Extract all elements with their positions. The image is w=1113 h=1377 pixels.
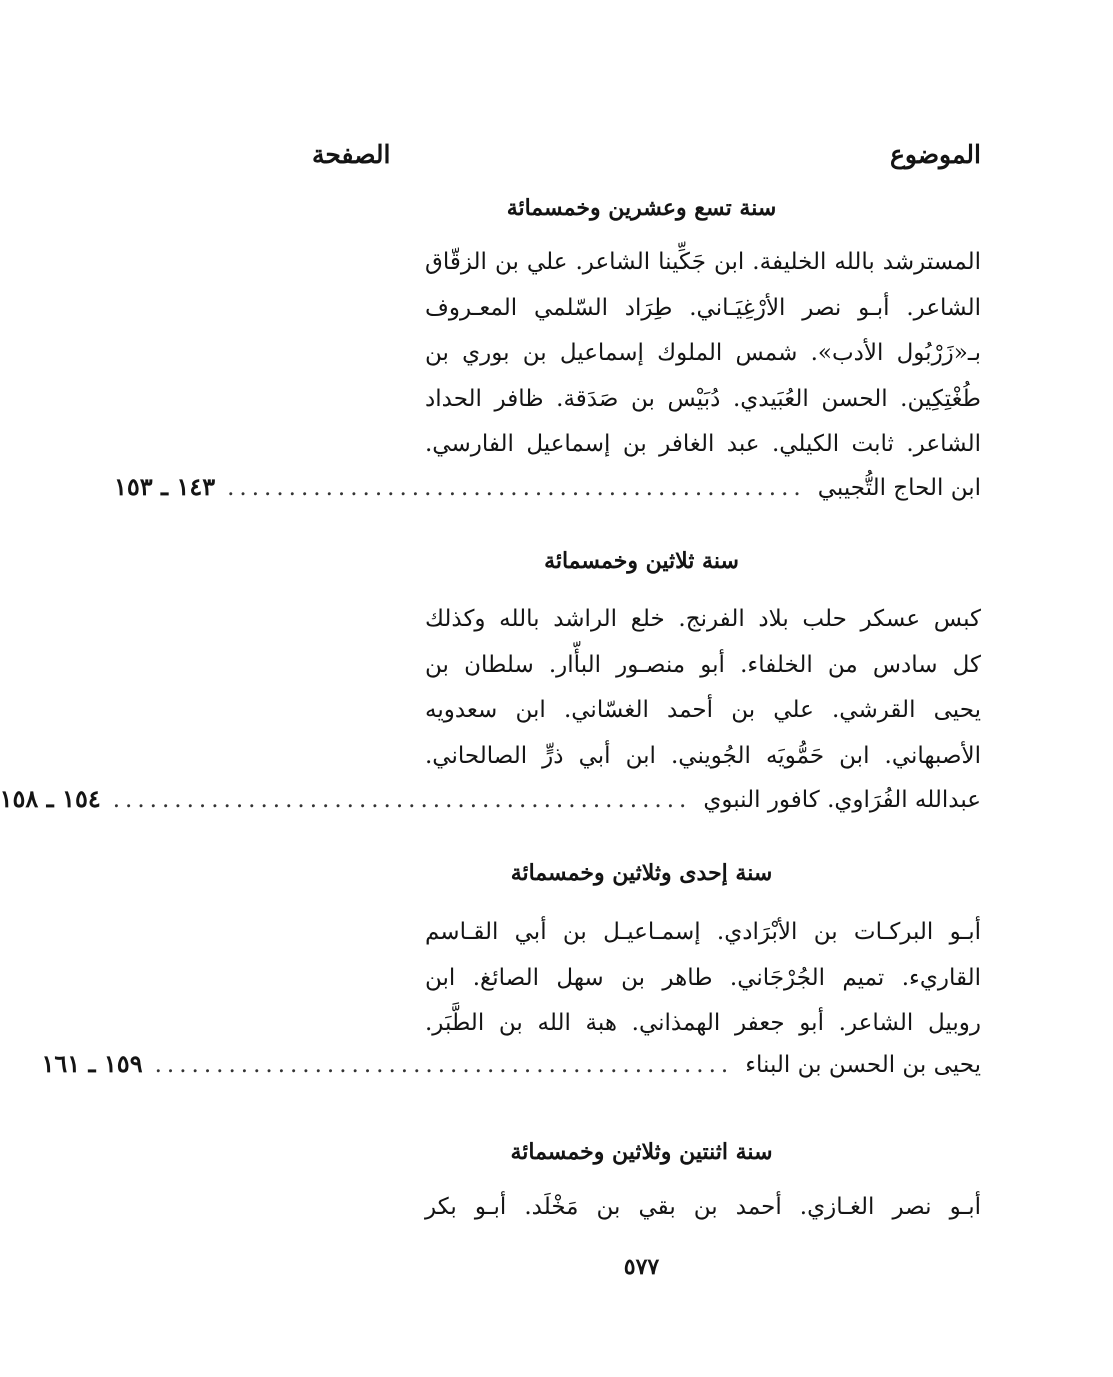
text-line: أبـو البركـات بن الأبْرَادي. إسمـاعيـل بن أبي القـاسم <box>425 919 981 945</box>
section-paragraph <box>425 597 981 779</box>
page-range: ١٤٣ ـ ١٥٣ <box>114 472 216 501</box>
section-heading: سنة اثنتين وثلاثين وخمسمائة <box>510 1139 773 1165</box>
section-paragraph <box>425 910 981 1047</box>
text-line: الأصبهاني. ابن حَمُّويَه الجُويني. ابن أبي ذرٍّ الصالحاني. <box>425 742 981 769</box>
text-line: بـ«زَرْبُول الأدب». شمس الملوك إسماعيل بن بوري بن <box>425 340 981 367</box>
text-line: المسترشد بالله الخليفة. ابن جَكِّينا الشاعر. علي بن الزقّاق <box>425 249 981 275</box>
toc-entry <box>0 784 981 813</box>
dot-leader: ............................................... <box>154 1052 734 1078</box>
page-range: ١٥٤ ـ ١٥٨ <box>0 784 101 813</box>
section-heading: سنة تسع وعشرين وخمسمائة <box>506 195 777 221</box>
page-column-header: الصفحة <box>312 140 391 169</box>
text-line: يحيى القرشي. علي بن أحمد الغسّاني. ابن سعدويه <box>425 697 981 724</box>
text-line: كبس عسكر حلب بلاد الفرنج. خلع الراشد بالله وكذلك <box>425 606 981 632</box>
toc-entry <box>41 1049 981 1078</box>
entry-last-line: يحيى بن الحسن بن البناء <box>745 1052 981 1078</box>
dot-leader: ............................................... <box>112 787 692 813</box>
text-line: كل سادس من الخلفاء. أبو منصـور البأّار. سلطان بن <box>425 651 981 678</box>
dot-leader: ............................................... <box>227 475 806 501</box>
toc-entry <box>114 472 981 501</box>
text-line: الشاعر. ثابت الكيلي. عبد الغافر بن إسماعيل الفارسي. <box>425 431 981 458</box>
page-range: ١٥٩ ـ ١٦١ <box>41 1049 143 1078</box>
text-line: أبـو نصر الغـازي. أحمد بن بقي بن مَخْلَد. أبـو بكر <box>425 1194 981 1220</box>
topic-column-header: الموضوع <box>890 140 981 169</box>
section-paragraph <box>425 1185 981 1231</box>
entry-last-line: ابن الحاج التُّجيبي <box>817 475 981 501</box>
text-line: روبيل الشاعر. أبو جعفر الهمذاني. هبة الله بن الطَّبَر. <box>425 1010 981 1037</box>
section-heading: سنة إحدى وثلاثين وخمسمائة <box>510 860 773 886</box>
column-headers <box>312 140 981 169</box>
entry-last-line: عبدالله الفُرَاوي. كافور النبوي <box>703 787 981 813</box>
page-number: ٥٧٧ <box>623 1254 660 1280</box>
text-line: الشاعر. أبـو نصر الأرْغِيَـاني. طِرَاد السّلمي المعـروف <box>425 294 981 321</box>
section-paragraph <box>425 240 981 468</box>
text-line: القاريء. تميم الجُرْجَاني. طاهر بن سهل الصائغ. ابن <box>425 964 981 991</box>
section-heading: سنة ثلاثين وخمسمائة <box>544 548 739 574</box>
text-line: طُغْتِكِين. الحسن العُبَيدي. دُبَيْس بن صَدَقة. ظافر الحداد <box>425 385 981 412</box>
